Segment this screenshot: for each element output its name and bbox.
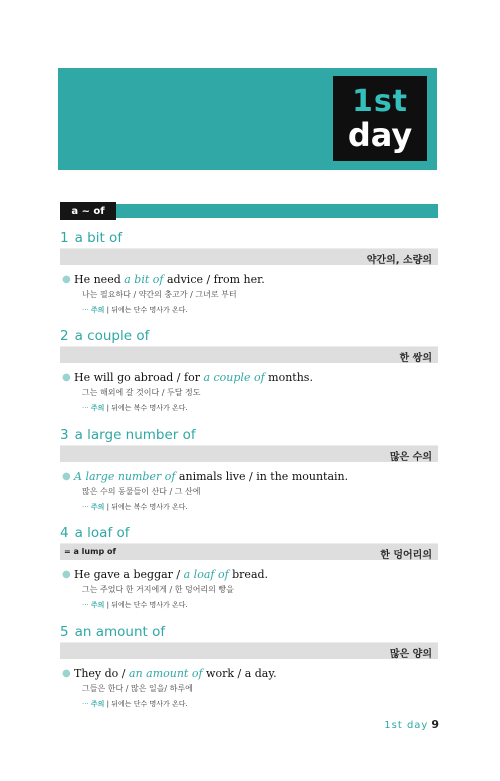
note-label: 주의	[90, 503, 105, 511]
example-post: months.	[264, 371, 313, 384]
note-text: 뒤에는 단수 명사가 온다.	[111, 306, 188, 314]
meaning-bar	[60, 642, 438, 659]
note: ··· 주의 | 뒤에는 단수 명사가 온다.	[82, 601, 188, 609]
note: ··· 주의 | 뒤에는 단수 명사가 온다.	[82, 700, 188, 708]
bullet-icon: ●	[62, 471, 71, 482]
section-label: a ~ of	[60, 202, 116, 220]
ellipsis-icon: ···	[82, 404, 91, 412]
bullet-icon: ●	[62, 569, 71, 580]
meaning: 약간의, 소량의	[366, 255, 432, 266]
entry-phrase: a loaf of	[74, 525, 130, 541]
bullet-icon: ●	[62, 668, 71, 679]
entry-number: 3	[60, 427, 69, 443]
bullet-icon: ●	[62, 372, 71, 383]
entry-phrase: a large number of	[74, 427, 196, 443]
bullet-icon: ●	[62, 274, 71, 285]
day-number: 1st	[351, 83, 409, 119]
example-highlight: a loaf of	[183, 568, 229, 581]
ellipsis-icon: ···	[82, 306, 91, 314]
entry-title	[60, 425, 438, 445]
translation: 그는 주었다 한 거지에게 / 한 덩어리의 빵을	[82, 585, 234, 594]
entry-2	[60, 326, 438, 413]
note-text: 뒤에는 단수 명사가 온다.	[111, 700, 188, 708]
note: ··· 주의 | 뒤에는 복수 명사가 온다.	[82, 503, 188, 511]
entry-1	[60, 228, 438, 315]
note: ··· 주의 | 뒤에는 단수 명사가 온다.	[82, 306, 188, 314]
note-label: 주의	[90, 306, 105, 314]
example-post: animals live / in the mountain.	[175, 470, 349, 483]
ellipsis-icon: ···	[82, 601, 91, 609]
example-post: advice / from her.	[163, 273, 265, 286]
example-sentence	[60, 568, 438, 582]
meaning-bar	[60, 445, 438, 462]
example-highlight: A large number of	[74, 470, 176, 483]
entry-title	[60, 326, 438, 346]
entry-5	[60, 622, 438, 709]
example-highlight: a bit of	[124, 273, 164, 286]
translation: 나는 필요하다 / 약간의 충고가 / 그녀로 부터	[82, 290, 237, 299]
section-bar	[60, 204, 438, 218]
translation: 그들은 한다 / 많은 일을/ 하루에	[82, 684, 193, 693]
example-pre: They do /	[74, 667, 130, 680]
example-pre: He gave a beggar /	[74, 568, 184, 581]
note-text: 뒤에는 복수 명사가 온다.	[111, 503, 188, 511]
example-sentence	[60, 371, 438, 385]
meaning: 한 쌍의	[399, 353, 432, 364]
example-sentence	[60, 273, 438, 287]
page-number: 9	[431, 718, 440, 731]
note: ··· 주의 | 뒤에는 복수 명사가 온다.	[82, 404, 188, 412]
entry-4	[60, 523, 438, 610]
example-sentence	[60, 667, 438, 681]
day-badge	[333, 76, 427, 161]
page-footer	[370, 718, 440, 731]
translation: 그는 해외에 갈 것이다 / 두달 정도	[82, 388, 201, 397]
entry-phrase: an amount of	[74, 624, 166, 640]
entry-title	[60, 523, 438, 543]
entry-title	[60, 622, 438, 642]
meaning: 많은 수의	[389, 452, 432, 463]
entry-number: 2	[60, 328, 69, 344]
entry-phrase: a bit of	[74, 230, 123, 246]
ellipsis-icon: ···	[82, 503, 91, 511]
entry-phrase: a couple of	[74, 328, 150, 344]
day-word: day	[347, 115, 413, 154]
example-post: work / a day.	[202, 667, 277, 680]
meaning-bar	[60, 543, 438, 560]
example-sentence	[60, 470, 438, 484]
note-text: 뒤에는 단수 명사가 온다.	[111, 601, 188, 609]
example-post: bread.	[228, 568, 269, 581]
meaning-bar	[60, 346, 438, 363]
example-highlight: an amount of	[129, 667, 203, 680]
note-text: 뒤에는 복수 명사가 온다.	[111, 404, 188, 412]
note-label: 주의	[90, 601, 105, 609]
entry-number: 4	[60, 525, 69, 541]
example-pre: He will go abroad / for	[74, 371, 204, 384]
note-label: 주의	[90, 404, 105, 412]
ellipsis-icon: ···	[82, 700, 91, 708]
entry-3	[60, 425, 438, 512]
meaning: 한 덩어리의	[380, 550, 432, 561]
note-label: 주의	[90, 700, 105, 708]
entry-number: 1	[60, 230, 69, 246]
example-highlight: a couple of	[203, 371, 265, 384]
synonym: = a lump of	[64, 547, 116, 556]
entry-number: 5	[60, 624, 69, 640]
example-pre: He need	[74, 273, 125, 286]
meaning: 많은 양의	[389, 649, 432, 660]
translation: 많은 수의 동물들이 산다 / 그 산에	[82, 487, 201, 496]
meaning-bar	[60, 248, 438, 265]
footer-day-label: 1st day	[384, 720, 429, 731]
entry-title	[60, 228, 438, 248]
